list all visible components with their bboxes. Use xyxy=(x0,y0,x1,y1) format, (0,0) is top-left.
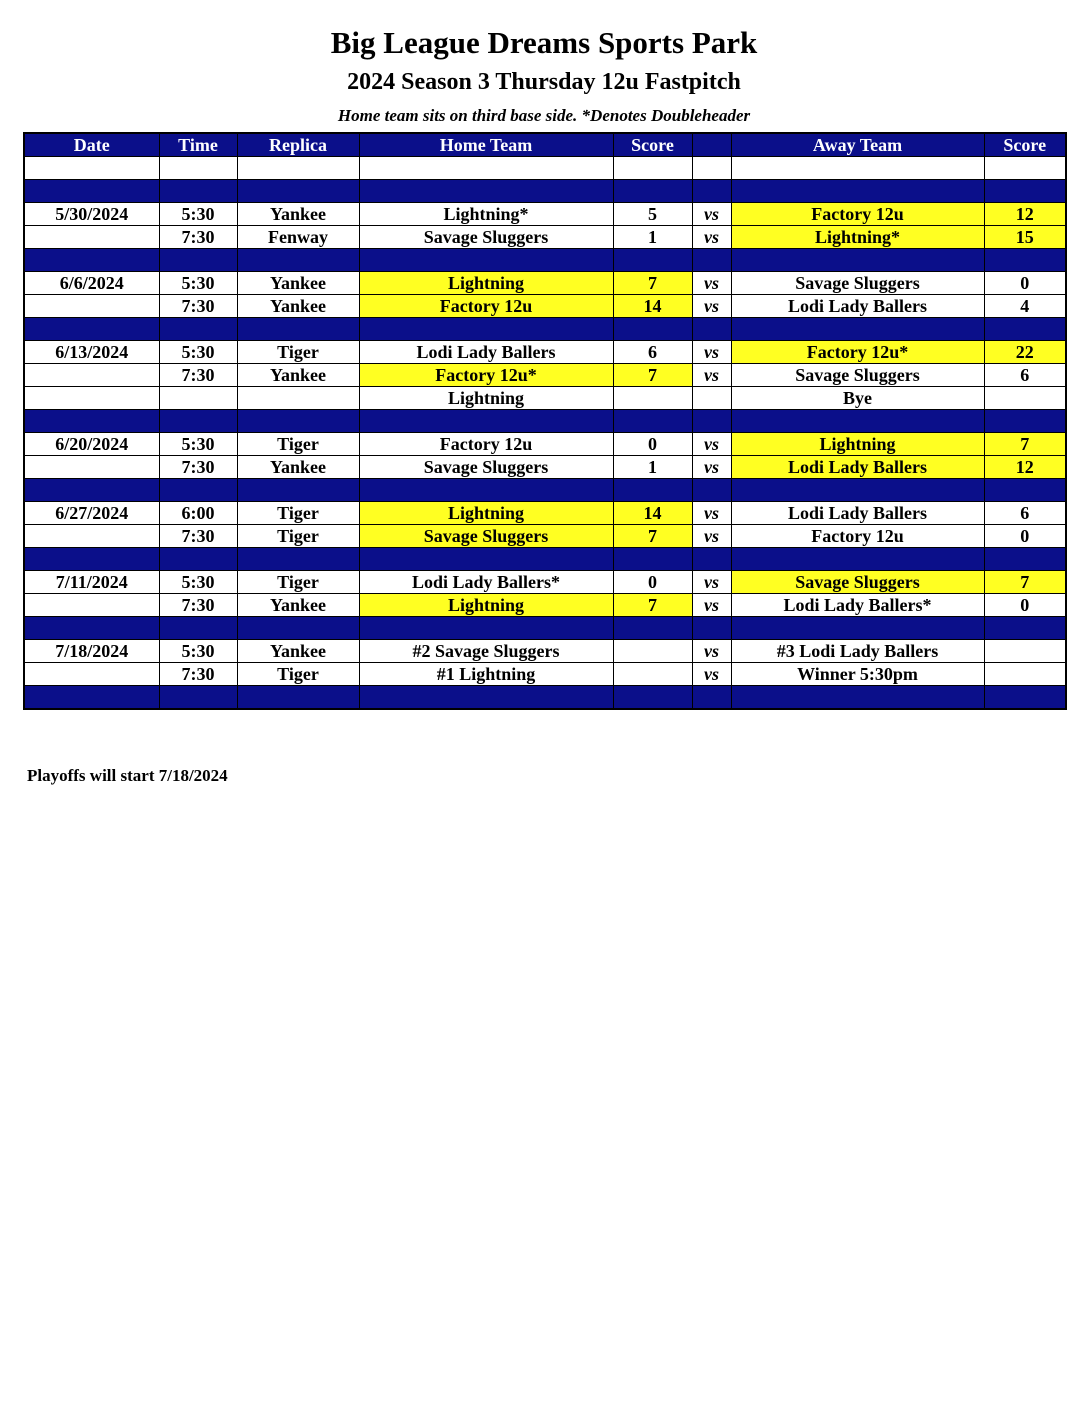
home-score: 0 xyxy=(613,433,692,456)
home-team: Lightning* xyxy=(359,203,613,226)
home-team: Lightning xyxy=(359,502,613,525)
game-time: 7:30 xyxy=(159,525,237,548)
vs-label: vs xyxy=(692,571,731,594)
column-header-replica: Replica xyxy=(237,133,359,157)
away-team: Factory 12u* xyxy=(731,341,984,364)
home-score: 5 xyxy=(613,203,692,226)
game-date xyxy=(24,295,159,318)
game-replica xyxy=(237,387,359,410)
away-team: #3 Lodi Lady Ballers xyxy=(731,640,984,663)
away-team: Winner 5:30pm xyxy=(731,663,984,686)
page-title: Big League Dreams Sports Park xyxy=(330,25,758,60)
divider-row xyxy=(24,249,1066,272)
away-score: 15 xyxy=(984,226,1066,249)
divider-row xyxy=(24,410,1066,433)
away-score: 22 xyxy=(984,341,1066,364)
game-replica: Yankee xyxy=(237,203,359,226)
away-team: Lodi Lady Ballers* xyxy=(731,594,984,617)
vs-label: vs xyxy=(692,456,731,479)
home-score: 14 xyxy=(613,295,692,318)
away-team: Factory 12u xyxy=(731,525,984,548)
game-date xyxy=(24,456,159,479)
doubleheader-note: Home team sits on third base side. *Denotes Doubleheader xyxy=(337,106,751,125)
vs-label: vs xyxy=(692,663,731,686)
home-team: Lodi Lady Ballers xyxy=(359,341,613,364)
away-score: 6 xyxy=(984,364,1066,387)
game-date: 6/20/2024 xyxy=(24,433,159,456)
home-score: 0 xyxy=(613,571,692,594)
away-score: 6 xyxy=(984,502,1066,525)
home-score: 7 xyxy=(613,525,692,548)
home-score xyxy=(613,663,692,686)
table-row xyxy=(24,502,1066,525)
game-replica: Yankee xyxy=(237,272,359,295)
home-score: 1 xyxy=(613,456,692,479)
game-time xyxy=(159,387,237,410)
home-score: 7 xyxy=(613,364,692,387)
home-score: 1 xyxy=(613,226,692,249)
game-time: 5:30 xyxy=(159,203,237,226)
playoffs-note: Playoffs will start 7/18/2024 xyxy=(27,766,228,785)
schedule-table xyxy=(23,132,1067,710)
game-date xyxy=(24,226,159,249)
home-team: Savage Sluggers xyxy=(359,226,613,249)
table-row xyxy=(24,226,1066,249)
home-team: #1 Lightning xyxy=(359,663,613,686)
vs-label: vs xyxy=(692,433,731,456)
away-score: 12 xyxy=(984,456,1066,479)
game-date: 6/27/2024 xyxy=(24,502,159,525)
game-replica: Fenway xyxy=(237,226,359,249)
away-score xyxy=(984,387,1066,410)
game-time: 7:30 xyxy=(159,226,237,249)
vs-label: vs xyxy=(692,341,731,364)
away-team: Lodi Lady Ballers xyxy=(731,502,984,525)
home-team: Lightning xyxy=(359,594,613,617)
home-team: Lodi Lady Ballers* xyxy=(359,571,613,594)
vs-label: vs xyxy=(692,295,731,318)
home-team: Lightning xyxy=(359,272,613,295)
home-team: Factory 12u xyxy=(359,433,613,456)
away-score: 7 xyxy=(984,433,1066,456)
header-row xyxy=(24,133,1066,157)
game-time: 7:30 xyxy=(159,295,237,318)
table-row xyxy=(24,433,1066,456)
table-row xyxy=(24,640,1066,663)
home-score: 7 xyxy=(613,594,692,617)
game-date xyxy=(24,594,159,617)
column-header-home-team: Home Team xyxy=(359,133,613,157)
away-score: 0 xyxy=(984,525,1066,548)
game-replica: Tiger xyxy=(237,663,359,686)
game-time: 5:30 xyxy=(159,272,237,295)
away-team: Savage Sluggers xyxy=(731,571,984,594)
divider-row xyxy=(24,548,1066,571)
table-row xyxy=(24,387,1066,410)
game-replica: Yankee xyxy=(237,456,359,479)
vs-label: vs xyxy=(692,525,731,548)
game-replica: Tiger xyxy=(237,525,359,548)
game-replica: Yankee xyxy=(237,364,359,387)
home-score: 6 xyxy=(613,341,692,364)
game-replica: Yankee xyxy=(237,295,359,318)
game-date: 6/6/2024 xyxy=(24,272,159,295)
divider-row xyxy=(24,617,1066,640)
away-team: Lightning xyxy=(731,433,984,456)
table-row xyxy=(24,594,1066,617)
game-time: 7:30 xyxy=(159,663,237,686)
vs-label: vs xyxy=(692,272,731,295)
vs-label: vs xyxy=(692,640,731,663)
table-row xyxy=(24,571,1066,594)
game-date: 6/13/2024 xyxy=(24,341,159,364)
away-team: Bye xyxy=(731,387,984,410)
table-row xyxy=(24,456,1066,479)
divider-row xyxy=(24,180,1066,203)
table-row xyxy=(24,295,1066,318)
game-time: 5:30 xyxy=(159,433,237,456)
vs-label: vs xyxy=(692,594,731,617)
column-header-away-score: Score xyxy=(984,133,1066,157)
game-date xyxy=(24,525,159,548)
column-header-home-score: Score xyxy=(613,133,692,157)
vs-label: vs xyxy=(692,203,731,226)
vs-label xyxy=(692,387,731,410)
home-team: Lightning xyxy=(359,387,613,410)
away-team: Factory 12u xyxy=(731,203,984,226)
away-score: 0 xyxy=(984,272,1066,295)
game-time: 6:00 xyxy=(159,502,237,525)
divider-row xyxy=(24,318,1066,341)
game-date xyxy=(24,364,159,387)
home-team: Factory 12u xyxy=(359,295,613,318)
home-score: 14 xyxy=(613,502,692,525)
game-date xyxy=(24,663,159,686)
table-row xyxy=(24,364,1066,387)
game-time: 5:30 xyxy=(159,640,237,663)
column-header-date: Date xyxy=(24,133,159,157)
table-row xyxy=(24,272,1066,295)
home-team: #2 Savage Sluggers xyxy=(359,640,613,663)
game-time: 5:30 xyxy=(159,571,237,594)
divider-row xyxy=(24,479,1066,502)
vs-label: vs xyxy=(692,226,731,249)
game-replica: Yankee xyxy=(237,594,359,617)
game-replica: Tiger xyxy=(237,502,359,525)
game-time: 7:30 xyxy=(159,456,237,479)
column-header-vs xyxy=(692,133,731,157)
away-score: 12 xyxy=(984,203,1066,226)
away-score xyxy=(984,640,1066,663)
away-team: Savage Sluggers xyxy=(731,272,984,295)
divider-row xyxy=(24,686,1066,710)
game-date: 5/30/2024 xyxy=(24,203,159,226)
game-date: 7/18/2024 xyxy=(24,640,159,663)
away-team: Lightning* xyxy=(731,226,984,249)
game-time: 7:30 xyxy=(159,364,237,387)
vs-label: vs xyxy=(692,502,731,525)
table-row xyxy=(24,341,1066,364)
away-team: Lodi Lady Ballers xyxy=(731,295,984,318)
table-row xyxy=(24,203,1066,226)
home-score: 7 xyxy=(613,272,692,295)
home-team: Savage Sluggers xyxy=(359,525,613,548)
game-time: 7:30 xyxy=(159,594,237,617)
game-date: 7/11/2024 xyxy=(24,571,159,594)
home-team: Savage Sluggers xyxy=(359,456,613,479)
away-score: 0 xyxy=(984,594,1066,617)
column-header-away-team: Away Team xyxy=(731,133,984,157)
blank-row xyxy=(24,157,1066,180)
home-score xyxy=(613,640,692,663)
away-team: Lodi Lady Ballers xyxy=(731,456,984,479)
away-team: Savage Sluggers xyxy=(731,364,984,387)
away-score: 7 xyxy=(984,571,1066,594)
away-score: 4 xyxy=(984,295,1066,318)
away-score xyxy=(984,663,1066,686)
game-replica: Tiger xyxy=(237,433,359,456)
game-date xyxy=(24,387,159,410)
game-time: 5:30 xyxy=(159,341,237,364)
page-subtitle: 2024 Season 3 Thursday 12u Fastpitch xyxy=(347,69,741,95)
game-replica: Tiger xyxy=(237,571,359,594)
table-row xyxy=(24,525,1066,548)
game-replica: Yankee xyxy=(237,640,359,663)
game-replica: Tiger xyxy=(237,341,359,364)
column-header-time: Time xyxy=(159,133,237,157)
home-team: Factory 12u* xyxy=(359,364,613,387)
vs-label: vs xyxy=(692,364,731,387)
home-score xyxy=(613,387,692,410)
table-row xyxy=(24,663,1066,686)
